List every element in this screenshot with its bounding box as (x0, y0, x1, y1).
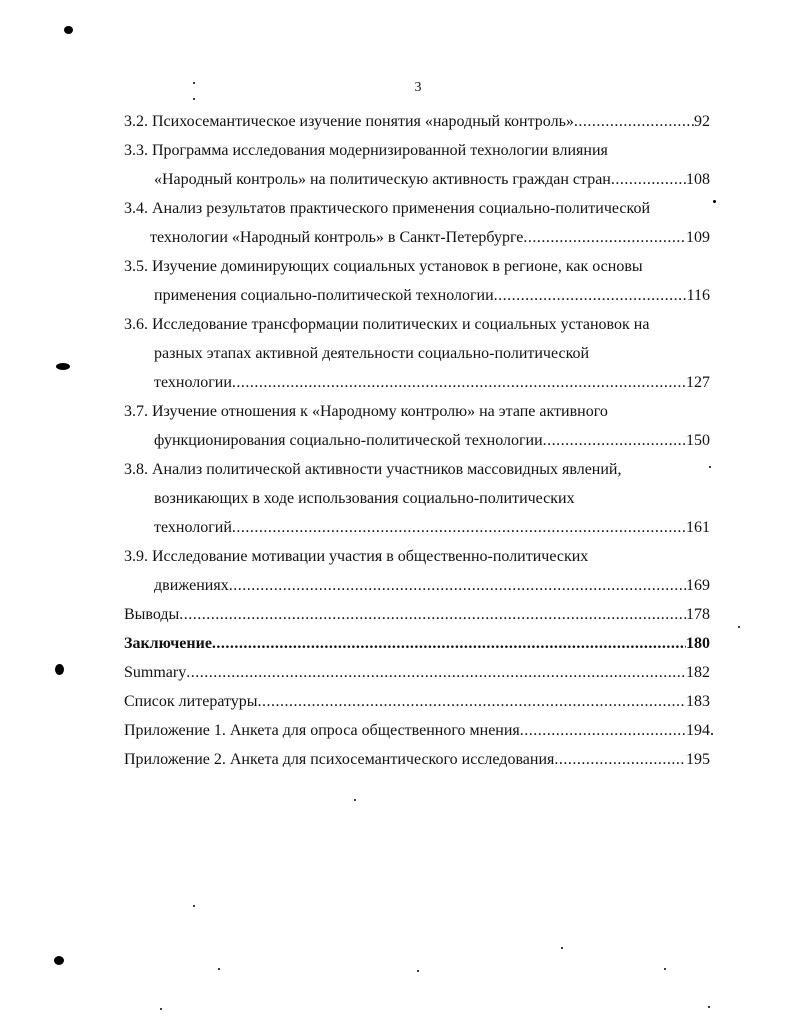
toc-entry-3-6[interactable] (124, 310, 710, 339)
toc-entry-3-2[interactable] (124, 107, 710, 136)
toc-entry-3-5-continued[interactable] (124, 281, 710, 310)
scan-speck (417, 970, 419, 972)
toc-entry-bibliography[interactable] (124, 687, 710, 716)
dot-leader (523, 223, 686, 252)
scan-speck (64, 26, 73, 34)
scan-speck (55, 664, 64, 675)
toc-entry-title: 3.3. Программа исследования модернизированной технологии влияния (124, 142, 608, 159)
toc-entry-3-7-continued[interactable] (124, 426, 710, 455)
table-of-contents (124, 107, 710, 774)
toc-entry-title: 3.7. Изучение отношения к «Народному контролю» на этапе активного (124, 403, 608, 420)
scan-speck (738, 626, 740, 628)
scan-speck (664, 968, 666, 970)
toc-entry-final-conclusion[interactable] (124, 629, 710, 658)
toc-entry-page: 194 (686, 722, 710, 739)
scan-speck (54, 956, 64, 965)
toc-entry-title: «Народный контроль» на политическую активность граждан стран (154, 171, 611, 188)
dot-leader (232, 513, 686, 542)
dot-leader (554, 745, 686, 774)
toc-entry-title: Список литературы (124, 693, 258, 710)
toc-entry-3-3[interactable] (124, 136, 710, 165)
scan-speck (193, 98, 195, 100)
toc-entry-3-5[interactable] (124, 252, 710, 281)
scan-speck (713, 200, 716, 203)
toc-entry-3-8-continued[interactable] (124, 484, 710, 513)
toc-entry-title: технологий (154, 519, 232, 536)
toc-entry-title: возникающих в ходе использования социально-политических (154, 490, 575, 507)
toc-entry-3-8-continued[interactable] (124, 513, 710, 542)
toc-entry-page: 169 (686, 577, 710, 594)
toc-entry-page: 92 (694, 113, 710, 130)
toc-entry-page: 182 (686, 664, 710, 681)
dot-leader (179, 600, 686, 629)
toc-entry-page: 116 (686, 287, 710, 304)
toc-entry-appendix-1[interactable] (124, 716, 710, 745)
scan-speck (354, 799, 356, 801)
dot-leader (543, 426, 686, 455)
toc-entry-title: движениях (154, 577, 229, 594)
toc-entry-title: разных этапах активной деятельности социально-политической (154, 345, 590, 362)
toc-entry-3-9[interactable] (124, 542, 710, 571)
toc-entry-title: Приложение 1. Анкета для опроса общественного мнения (124, 722, 520, 739)
scan-speck (193, 905, 195, 907)
toc-entry-title: 3.4. Анализ результатов практического применения социально-политической (124, 200, 651, 217)
toc-entry-summary[interactable] (124, 658, 710, 687)
scan-speck (56, 363, 70, 370)
toc-entry-page: 183 (686, 693, 710, 710)
toc-entry-title: Заключение (124, 635, 212, 652)
dot-leader (574, 107, 694, 136)
toc-entry-3-4[interactable] (124, 194, 710, 223)
toc-entry-title: функционирования социально-политической технологии (154, 432, 543, 449)
toc-entry-3-7[interactable] (124, 397, 710, 426)
toc-entry-page: 150 (686, 432, 710, 449)
dot-leader (258, 687, 686, 716)
toc-entry-title: 3.2. Психосемантическое изучение понятия «народный контроль» (124, 113, 574, 130)
toc-entry-title: 3.9. Исследование мотивации участия в общественно-политических (124, 548, 589, 565)
page-number: 3 (414, 80, 422, 95)
toc-entry-title: Приложение 2. Анкета для психосемантического исследования (124, 751, 555, 768)
scan-speck (561, 947, 563, 949)
dot-leader (186, 658, 686, 687)
toc-entry-conclusions[interactable] (124, 600, 710, 629)
toc-entry-page: 108 (686, 171, 710, 188)
toc-entry-title: 3.6. Исследование трансформации политических и социальных установок на (124, 316, 650, 333)
dot-leader (232, 368, 686, 397)
toc-entry-page: 109 (686, 229, 710, 246)
dot-leader (520, 716, 686, 745)
scan-speck (711, 733, 713, 735)
toc-entry-page: 195 (686, 751, 710, 768)
scan-speck (160, 1008, 162, 1010)
toc-entry-title: технологии (154, 374, 232, 391)
toc-entry-3-8[interactable] (124, 455, 710, 484)
toc-entry-title: 3.8. Анализ политической активности участников массовидных явлений, (124, 461, 622, 478)
toc-entry-3-3-continued[interactable] (124, 165, 710, 194)
dot-leader (212, 629, 686, 658)
toc-entry-title: Выводы (124, 606, 180, 623)
toc-entry-title: технологии «Народный контроль» в Санкт-Петербурге (150, 229, 524, 246)
scan-speck (218, 968, 220, 970)
toc-entry-3-4-continued[interactable] (124, 223, 710, 252)
toc-entry-title: применения социально-политической технологии (154, 287, 494, 304)
scan-speck (708, 1006, 710, 1008)
dot-leader (229, 571, 686, 600)
toc-entry-title: 3.5. Изучение доминирующих социальных установок в регионе, как основы (124, 258, 643, 275)
scan-speck (193, 82, 195, 84)
toc-entry-appendix-2[interactable] (124, 745, 710, 774)
toc-entry-page: 127 (686, 374, 710, 391)
toc-entry-page: 161 (686, 519, 710, 536)
toc-entry-3-9-continued[interactable] (124, 571, 710, 600)
toc-entry-3-6-continued[interactable] (124, 339, 710, 368)
toc-entry-page: 180 (686, 635, 710, 652)
toc-entry-3-6-continued[interactable] (124, 368, 710, 397)
scan-speck (709, 466, 711, 468)
toc-entry-page: 178 (686, 606, 710, 623)
toc-entry-title: Summary (124, 664, 187, 681)
dot-leader (611, 165, 686, 194)
dot-leader (494, 281, 687, 310)
